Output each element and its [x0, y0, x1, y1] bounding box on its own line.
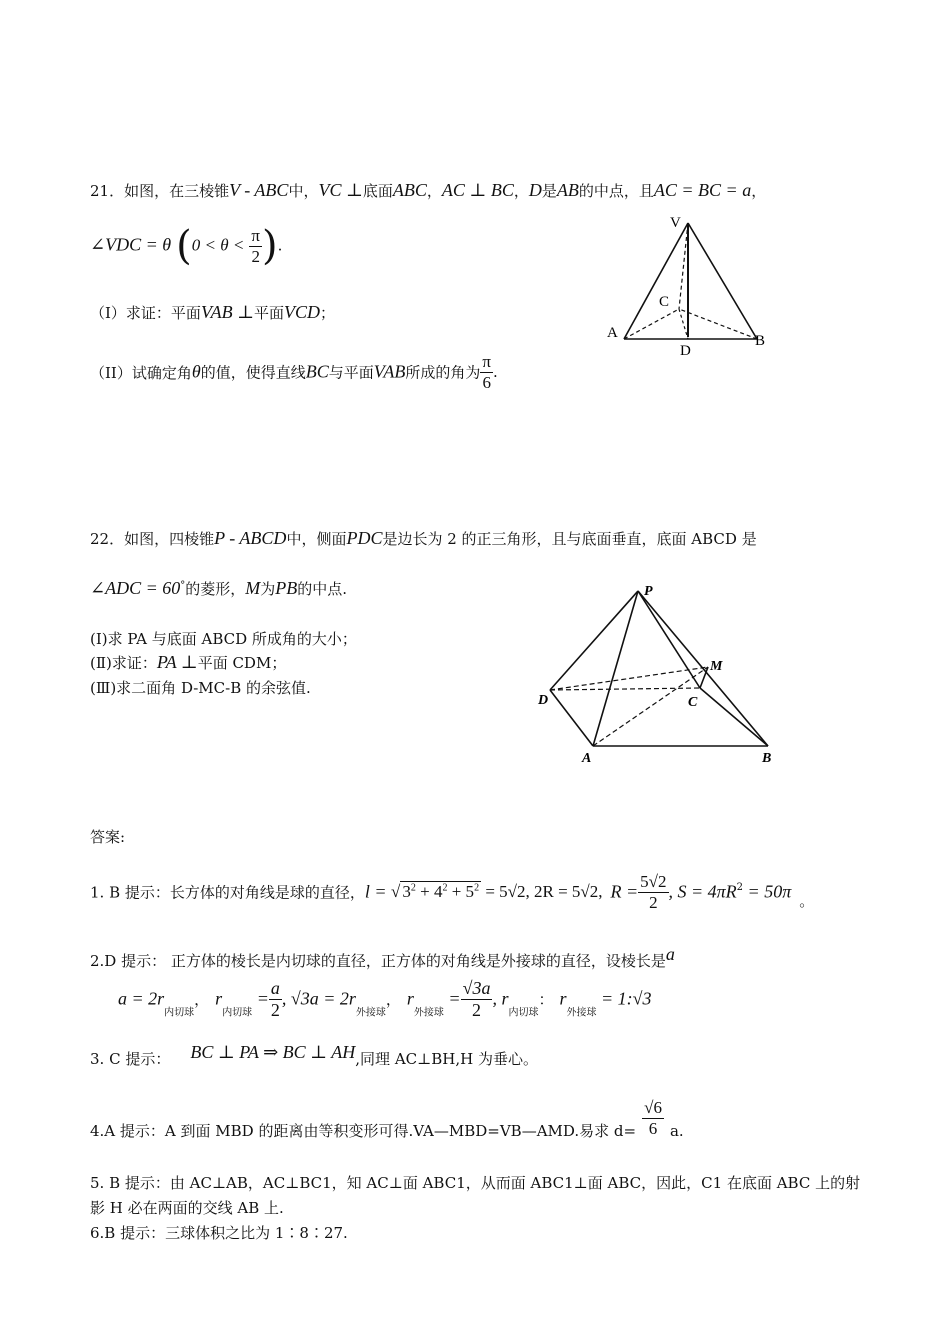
exponent: 2: [410, 882, 416, 894]
frac-denominator: 2: [649, 892, 658, 912]
label-a: A: [582, 751, 592, 766]
edge-dc: [550, 688, 700, 690]
edge-pd: [550, 591, 638, 690]
answer-1-s: , S = 4πR: [668, 881, 737, 902]
label-c: C: [688, 695, 698, 710]
q21-frac-pi-6: [480, 352, 493, 392]
answer-3: [90, 1042, 538, 1069]
q21-math-ab: AB: [556, 180, 579, 200]
subscript: 外接球: [566, 1007, 597, 1019]
formula-part: = 1:√3: [596, 988, 652, 1009]
q21-part1: [90, 302, 335, 323]
label-d: D: [680, 343, 691, 359]
frac-sqrt3a-2: [461, 978, 493, 1020]
subscript: 外接球: [355, 1007, 386, 1019]
q21-text: 平面: [254, 304, 285, 322]
answer-3-end: ,同理 AC⊥BH,H 为垂心。: [355, 1050, 538, 1068]
formula-part: r: [215, 988, 223, 1009]
answer-2-formula: [118, 978, 652, 1020]
label-v: V: [670, 215, 681, 231]
frac-numerator: √6: [644, 1098, 662, 1117]
answer-1-sqrt: √ $3^2 + 4^2 + 5^2$: [391, 882, 480, 902]
q22-line1: [90, 528, 757, 549]
q22-text: 是边长为 2 的正三角形，且与底面垂直，底面 ABCD 是: [382, 530, 757, 548]
q22-math-pdc: PDC: [346, 528, 383, 548]
subscript: 外接球: [413, 1007, 444, 1019]
edge-bc: [679, 309, 757, 339]
answer-1-r: R =: [610, 881, 639, 902]
edge-pb: [638, 591, 768, 746]
q21-text: 与平面: [328, 363, 374, 382]
q22-math-m: M: [245, 578, 261, 598]
subscript: 内切球: [508, 1007, 539, 1019]
q21-line2: [90, 223, 283, 270]
q22-text: 的中点.: [297, 580, 348, 598]
q21-text: 的值，使得直线: [200, 363, 306, 382]
sqrt-term: + 5: [447, 882, 475, 902]
label-d: D: [538, 693, 549, 708]
q22-math-pa-perp: PA ⊥: [156, 652, 198, 672]
q21-frac-pi-2: [249, 226, 262, 266]
answer-5-line2: 影 H 必在两面的交线 AB 上.: [90, 1199, 284, 1217]
q21-text: ，: [751, 182, 767, 200]
frac-denominator: 2: [472, 999, 481, 1020]
q21-text: ，: [513, 182, 529, 200]
label-b: B: [755, 333, 766, 349]
q22-math-angle-adc: ∠ADC = 60: [90, 578, 181, 598]
comma: ，: [385, 990, 401, 1009]
q21-part1-text: （I）求证：平面: [90, 304, 201, 322]
formula-part: =: [443, 988, 461, 1009]
q21-math-theta-range: 0 < θ <: [191, 235, 245, 255]
q21-right-paren: ): [262, 223, 278, 270]
exponent: 2: [736, 882, 744, 894]
q21-math-vcd: VCD: [284, 302, 321, 322]
edge-cb: [700, 688, 768, 746]
colon: ：: [538, 990, 554, 1009]
answer-1-s-result: = 50π: [743, 881, 792, 902]
q21-text: ，: [426, 182, 442, 200]
q21-line1: [90, 180, 766, 201]
q22-intro-text: 22．如图，四棱锥: [90, 530, 215, 548]
q21-text: 是: [541, 182, 557, 200]
answer-1-end: 。: [799, 892, 815, 911]
edge-dm: [550, 667, 708, 690]
q22-text: 为: [260, 580, 276, 598]
answer-1-l: l =: [364, 881, 392, 902]
exponent: 2: [442, 882, 448, 894]
q22-degree: °: [180, 580, 186, 591]
comma: ，: [194, 990, 210, 1009]
q21-math-theta: θ: [191, 361, 201, 382]
answer-1-frac: [638, 872, 668, 912]
edge-cd: [679, 309, 688, 339]
q21-intro-text: 21．如图，在三棱锥: [90, 182, 230, 200]
q21-text: 所成的角为: [405, 363, 481, 382]
q22-text: 中，侧面: [286, 530, 347, 548]
q22-text: 的菱形，: [185, 580, 246, 598]
label-b: B: [762, 751, 772, 766]
frac-numerator: π: [251, 226, 261, 245]
answer-2-a: a: [665, 944, 675, 964]
answer-2-line1: [90, 944, 675, 971]
q21-math-angle-vdc: ∠VDC = θ: [90, 234, 172, 255]
q21-text: .: [277, 236, 283, 255]
answers-heading: 答案:: [90, 828, 126, 846]
q22-math-pyramid: P - ABCD: [214, 528, 287, 548]
q21-text: 底面: [362, 182, 393, 200]
answer-1-result: = 5√2, 2R = 5√2,: [481, 882, 603, 902]
q21-text: ；: [320, 304, 336, 322]
frac-numerator: a: [270, 978, 280, 998]
answer-4: [90, 1098, 684, 1141]
label-m: M: [710, 659, 723, 674]
q21-left-paren: (: [176, 223, 192, 270]
edge-vb: [688, 223, 757, 339]
edge-pc: [638, 591, 700, 688]
q22-line2: [90, 578, 347, 599]
sqrt-term: 3: [402, 882, 411, 902]
edge-pa: [593, 591, 638, 746]
q21-part2: [90, 352, 498, 392]
q21-text: .: [493, 363, 498, 382]
q22-math-pb: PB: [275, 578, 298, 598]
answer-1: [90, 872, 814, 912]
frac-numerator: 5√2: [640, 872, 667, 891]
formula-part: r: [406, 988, 414, 1009]
frac-denominator: 2: [251, 246, 260, 266]
frac-a-2: [269, 978, 282, 1020]
q21-tetrahedron-figure: [600, 205, 780, 365]
q21-text: 中，: [288, 182, 319, 200]
answer-4-frac: [642, 1098, 664, 1138]
formula-part: , r: [492, 988, 509, 1009]
frac-denominator: 2: [270, 999, 280, 1020]
frac-numerator: √3a: [462, 978, 491, 998]
answer-1-text: 1. B 提示：长方体的对角线是球的直径，: [90, 883, 365, 902]
q22-part2-text: (Ⅱ)求证：: [90, 654, 157, 672]
subscript: 内切球: [222, 1007, 253, 1019]
q22-pyramid-figure: [530, 580, 790, 770]
label-c: C: [659, 294, 670, 310]
label-a: A: [607, 325, 618, 341]
q21-part2-text: （II）试确定角: [90, 363, 192, 382]
frac-denominator: 6: [482, 372, 491, 392]
formula-part: a = 2r: [118, 988, 165, 1009]
answer-5-line1: 5. B 提示：由 AC⊥AB，AC⊥BC1，知 AC⊥面 ABC1，从而面 ABC1⊥面 ABC，因此，C1 在底面 ABC 上的射: [90, 1174, 861, 1192]
answer-3-math: BC ⊥ PA ⇒ BC ⊥ AH: [190, 1042, 356, 1062]
answer-4-end: a.: [669, 1122, 684, 1141]
q21-math-bc: BC: [305, 361, 329, 382]
formula-part: r: [559, 988, 567, 1009]
q22-text: 平面 CDM；: [197, 654, 287, 672]
q22-part2: [90, 652, 286, 673]
q22-part3: (Ⅲ)求二面角 D-MC-B 的余弦值.: [90, 679, 311, 697]
label-p: P: [644, 584, 653, 599]
edge-da: [550, 690, 593, 746]
answer-4-text: 4.A 提示：A 到面 MBD 的距离由等积变形可得.VA—MBD=VB—AMD.易求 d=: [90, 1122, 637, 1141]
q21-math-ac-bc-a: AC = BC = a: [653, 180, 752, 200]
q21-math-pyramid: V - ABC: [229, 180, 289, 200]
q21-text: 的中点，且: [578, 182, 654, 200]
answer-3-text: 3. C 提示：: [90, 1050, 171, 1068]
subscript: 内切球: [164, 1007, 195, 1019]
answer-2-text: 2.D 提示： 正方体的棱长是内切球的直径，正方体的对角线是外接球的直径，设棱长是: [90, 952, 666, 970]
q21-math-d: D: [528, 180, 542, 200]
sqrt-term: + 4: [415, 882, 443, 902]
q21-math-abc: ABC: [392, 180, 427, 200]
answer-6: 6.B 提示：三球体积之比为 1∶8∶27.: [90, 1224, 348, 1242]
q21-math-vab: VAB: [373, 361, 406, 382]
q21-math-vab-perp: VAB ⊥: [200, 302, 255, 322]
q21-math-vc-perp: VC ⊥: [318, 180, 363, 200]
exponent: 2: [474, 882, 480, 894]
formula-part: =: [252, 988, 269, 1009]
formula-part: , √3a = 2r: [281, 988, 356, 1009]
frac-numerator: π: [482, 352, 492, 371]
q21-math-ac-perp-bc: AC ⊥ BC: [441, 180, 514, 200]
q22-part1: (Ⅰ)求 PA 与底面 ABCD 所成角的大小；: [90, 630, 357, 648]
frac-denominator: 6: [648, 1118, 658, 1138]
